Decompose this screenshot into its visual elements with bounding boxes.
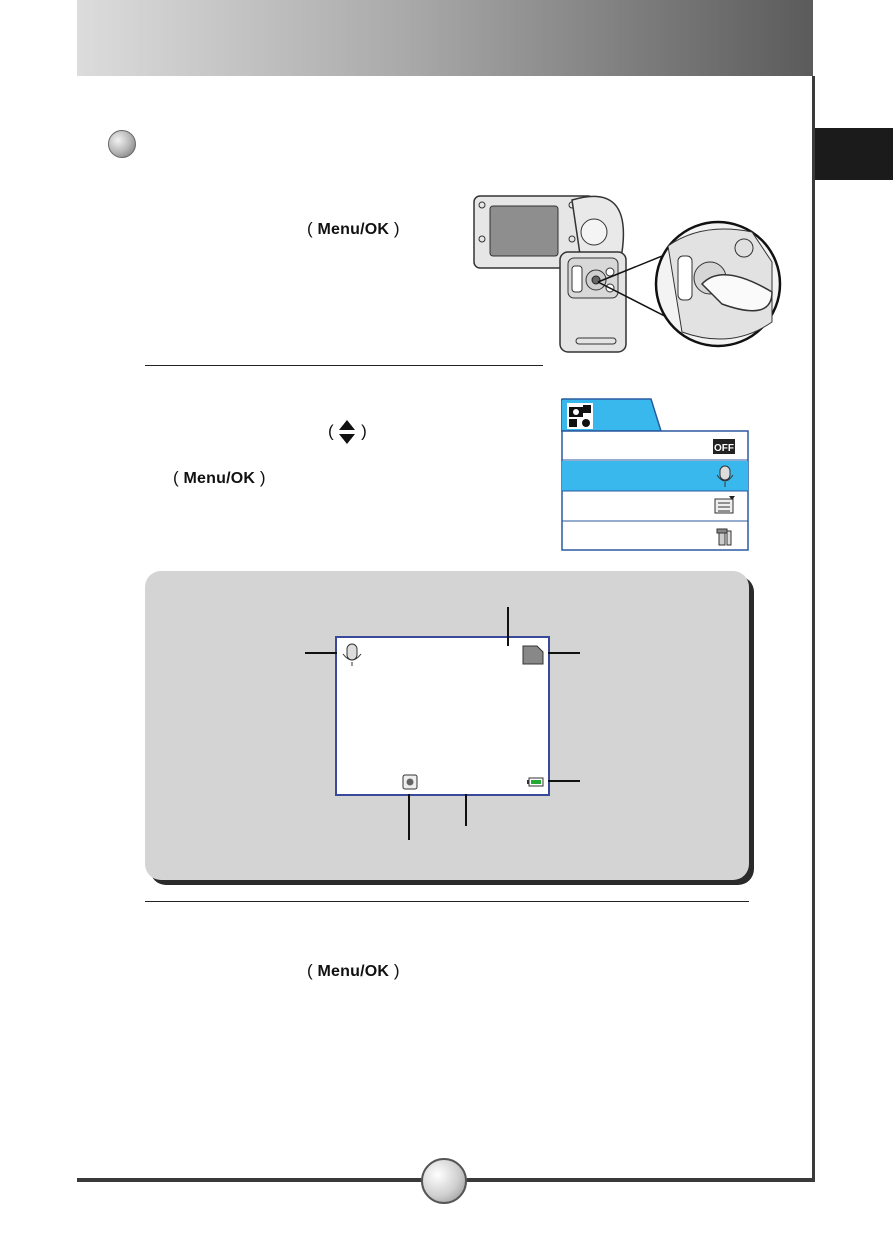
list-settings-icon	[715, 496, 735, 513]
chapter-tab	[815, 128, 893, 180]
lcd-record-icon	[403, 775, 417, 789]
section-bullet-icon	[108, 130, 136, 158]
lcd-microphone-icon	[343, 644, 361, 666]
leader-line-right-bottom	[548, 780, 580, 782]
tools-icon	[717, 529, 731, 545]
menu-ok-button-label-3: ( Menu/OK )	[307, 961, 400, 980]
up-down-button-label: ( )	[328, 418, 367, 448]
right-edge-rule	[812, 76, 815, 1180]
menu-ok-button-label-1: ( Menu/OK )	[307, 219, 400, 238]
page-number-circle	[421, 1158, 467, 1204]
leader-line-bottom-left	[408, 794, 410, 840]
leader-line-left	[305, 652, 337, 654]
section-divider-2	[145, 901, 749, 902]
lcd-memory-card-icon	[523, 646, 543, 664]
svg-text:OFF: OFF	[714, 443, 734, 454]
lcd-screen-frame	[335, 636, 550, 796]
up-down-arrow-icon	[338, 418, 356, 446]
leader-line-top	[507, 607, 509, 646]
leader-line-bottom-right	[465, 794, 467, 826]
menu-ok-button-label-2: ( Menu/OK )	[173, 468, 266, 487]
section-divider-1	[145, 365, 543, 366]
camera-illustration	[472, 192, 784, 354]
off-badge-icon	[713, 439, 735, 454]
lcd-battery-icon	[527, 778, 543, 786]
camera-mode-icon	[567, 403, 593, 429]
camera-menu-screen	[561, 397, 749, 551]
page-header-bar	[77, 0, 813, 76]
leader-line-right-top	[548, 652, 580, 654]
